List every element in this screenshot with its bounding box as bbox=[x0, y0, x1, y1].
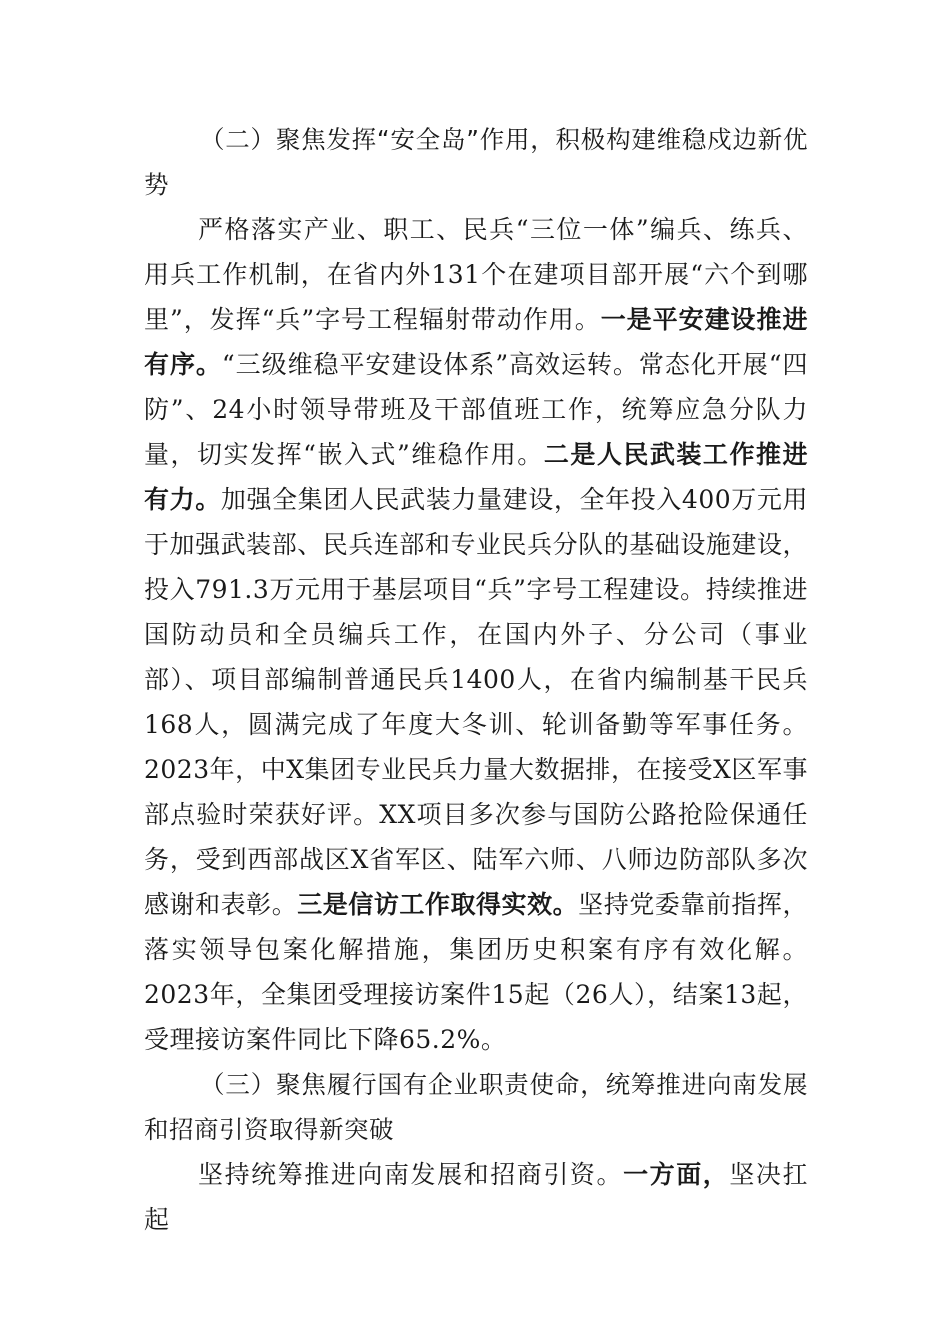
section-heading-3: （三）聚焦履行国有企业职责使命，统筹推进向南发展和招商引资取得新突破 bbox=[144, 1070, 808, 1144]
section-3-paragraph bbox=[144, 1152, 808, 1242]
section-3-point-1-text: 坚决扛起 bbox=[144, 1160, 808, 1234]
section-heading-2: （二）聚焦发挥“安全岛”作用，积极构建维稳戍边新优势 bbox=[144, 125, 808, 199]
section-3-point-1-title: 一方面， bbox=[623, 1160, 730, 1189]
point-1-text: “三级维稳平安建设体系”高效运转。常态化开展“四防”、24小时领导带班及干部值班工作，统筹应急分队力量，切实发挥“嵌入式”维稳作用。 bbox=[144, 350, 808, 469]
section-2-intro: 严格落实产业、职工、民兵“三位一体”编兵、练兵、用兵工作机制，在省内外131个在建项目部开展“六个到哪里”，发挥“兵”字号工程辐射带动作用。 bbox=[144, 215, 808, 334]
point-3-text: 坚持党委靠前指挥，落实领导包案化解措施，集团历史积案有序有效化解。2023年，全集团受理接访案件15起（26人），结案13起，受理接访案件同比下降65.2%。 bbox=[144, 890, 808, 1054]
point-2-title: 二是人民武装工作推进有力。 bbox=[144, 440, 808, 514]
point-1-title: 一是平安建设推进有序。 bbox=[144, 305, 808, 379]
section-3-intro: 坚持统筹推进向南发展和招商引资。 bbox=[198, 1160, 624, 1189]
document-body bbox=[144, 117, 808, 1242]
point-3-title: 三是信访工作取得实效。 bbox=[297, 890, 579, 919]
section-2-paragraph bbox=[144, 207, 808, 1062]
point-2-text: 加强全集团人民武装力量建设，全年投入400万元用于加强武装部、民兵连部和专业民兵分队的基础设施建设，投入791.3万元用于基层项目“兵”字号工程建设。持续推进国防动员和全员编兵工作，在国内外子、分公司（事业部）、项目部编制普通民兵1400人，在省内编制基干民兵168人，圆满完成了年度大冬训、轮训备勤等军事任务。2023年，中X集团专业民兵力量大数据排，在接受X区军事部点验时荣获好评。XX项目多次参与国防公路抢险保通任务，受到西部战区X省军区、陆军六师、八师边防部队多次感谢和表彰。 bbox=[144, 485, 808, 919]
